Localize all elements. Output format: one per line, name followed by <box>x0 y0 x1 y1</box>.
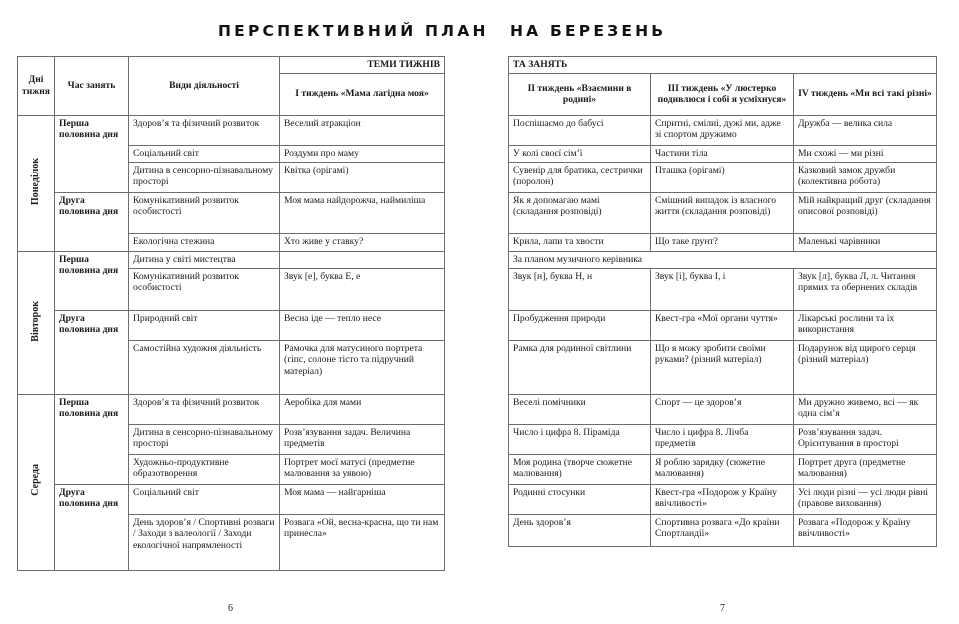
time-first-half: Перша половина дня <box>55 115 129 192</box>
header-week2: ІІ тиждень «Взаємини в родині» <box>509 73 651 115</box>
topic-cell: Весна іде — тепло несе <box>280 310 445 340</box>
topic-cell: Розвага «Подорож у Країну ввічливості» <box>794 514 937 546</box>
table-row <box>18 310 445 340</box>
table-row <box>509 251 937 268</box>
topic-cell: У колі своєї сім’ї <box>509 145 651 162</box>
day-monday: Понеділок <box>18 115 55 251</box>
topic-cell: Подарунок від щирого серця (різний матеріал) <box>794 340 937 394</box>
topic-cell: Портрет друга (предметне малювання) <box>794 454 937 484</box>
table-row <box>509 394 937 424</box>
topic-cell: Число і цифра 8. Піраміда <box>509 424 651 454</box>
header-week1: І тиждень «Мама лагідна моя» <box>280 73 445 115</box>
page-title-left: ПЕРСПЕКТИВНИЙ ПЛАН <box>218 22 489 40</box>
activity-cell: Художньо-продуктивне образотворення <box>129 454 280 484</box>
topic-cell: Число і цифра 8. Лічба предметів <box>651 424 794 454</box>
activity-cell: Комунікативний розвиток особистості <box>129 192 280 233</box>
topic-cell: Рамочка для матусиного портрета (гіпс, солоне тісто та підручний матеріал) <box>280 340 445 394</box>
topic-cell: Частини тіла <box>651 145 794 162</box>
topic-cell: Поспішаємо до бабусі <box>509 115 651 145</box>
table-row <box>509 454 937 484</box>
activity-cell: Соціальний світ <box>129 484 280 514</box>
time-first-half: Перша половина дня <box>55 251 129 310</box>
topic-cell: Спритні, смілиі, дужі ми, адже зі спортом дружимо <box>651 115 794 145</box>
topic-cell: Дружба — велика сила <box>794 115 937 145</box>
page-number-left: 6 <box>228 603 233 614</box>
topic-cell: Аеробіка для мами <box>280 394 445 424</box>
music-plan-cell: За планом музичного керівника <box>509 251 937 268</box>
topic-cell: Моя мама найдорожча, наймиліша <box>280 192 445 233</box>
table-row <box>509 310 937 340</box>
activity-cell: Здоров’я та фізичний розвиток <box>129 115 280 145</box>
topic-cell: Квест-гра «Мої органи чуття» <box>651 310 794 340</box>
topic-cell: Ми дружно живемо, всі — як одна сім’я <box>794 394 937 424</box>
activity-cell: Екологічна стежина <box>129 233 280 251</box>
topic-cell: Веселі помічники <box>509 394 651 424</box>
topic-cell: Смішний випадок із власного життя (складання розповіді) <box>651 192 794 233</box>
header-activity: Види діяльності <box>129 57 280 116</box>
page-title-right: НА БЕРЕЗЕНЬ <box>510 22 667 40</box>
activity-cell: Дитина в сенсорно-пізнавальному просторі <box>129 424 280 454</box>
topic-cell: Розв’язування задач. Величина предметів <box>280 424 445 454</box>
topic-cell: Роздуми про маму <box>280 145 445 162</box>
activity-cell: Комунікативний розвиток особистості <box>129 268 280 310</box>
topic-cell: Квест-гра «Подорож у Країну ввічливості» <box>651 484 794 514</box>
topic-cell: Розв’язування задач. Орієнтування в просторі <box>794 424 937 454</box>
table-row <box>509 145 937 162</box>
header-topics-right: ТА ЗАНЯТЬ <box>509 57 937 74</box>
table-row <box>509 162 937 192</box>
topic-cell: Звук [е], буква Е, е <box>280 268 445 310</box>
table-row <box>18 192 445 233</box>
topic-cell: Рамка для родинної світлини <box>509 340 651 394</box>
topic-cell: Що я можу зробити своїми руками? (різний матеріал) <box>651 340 794 394</box>
activity-cell: Природний світ <box>129 310 280 340</box>
topic-cell: Пробудження природи <box>509 310 651 340</box>
topic-cell: Я роблю зарядку (сюжетне малювання) <box>651 454 794 484</box>
header-topics-left: ТЕМИ ТИЖНІВ <box>280 57 445 74</box>
topic-cell <box>280 251 445 268</box>
topic-cell: Спорт — це здоров’я <box>651 394 794 424</box>
topic-cell: Як я допомагаю мамі (складання розповіді) <box>509 192 651 233</box>
topic-cell: День здоров’я <box>509 514 651 546</box>
plan-table-right <box>508 56 937 547</box>
time-first-half: Перша половина дня <box>55 394 129 484</box>
table-row <box>18 115 445 145</box>
topic-cell: Маленькі чарівники <box>794 233 937 251</box>
topic-cell: Хто живе у ставку? <box>280 233 445 251</box>
table-row <box>18 394 445 424</box>
table-row <box>509 192 937 233</box>
header-days: Дні тижня <box>18 57 55 116</box>
topic-cell: Спортивна розвага «До країни Спортландії» <box>651 514 794 546</box>
header-week3: ІІІ тиждень «У люстерко подивлюся і собі я усміхнуся» <box>651 73 794 115</box>
topic-cell: Портрет моєї матусі (предметне малювання за уявою) <box>280 454 445 484</box>
topic-cell: Моя родина (творче сюжетне малювання) <box>509 454 651 484</box>
topic-cell: Квітка (орігамі) <box>280 162 445 192</box>
table-row <box>509 514 937 546</box>
topic-cell: Родинні стосунки <box>509 484 651 514</box>
activity-cell: Дитина в сенсорно-пізнавальному просторі <box>129 162 280 192</box>
topic-cell: Крила, лапи та хвости <box>509 233 651 251</box>
table-row <box>509 424 937 454</box>
table-row <box>509 115 937 145</box>
time-second-half: Друга половина дня <box>55 310 129 394</box>
topic-cell: Моя мама — найгарніша <box>280 484 445 514</box>
activity-cell: Здоров’я та фізичний розвиток <box>129 394 280 424</box>
header-time: Час занять <box>55 57 129 116</box>
topic-cell: Звук [л], буква Л, л. Читання прямих та обернених складів <box>794 268 937 310</box>
topic-cell: Веселий атракціон <box>280 115 445 145</box>
activity-cell: Соціальний світ <box>129 145 280 162</box>
table-row <box>509 233 937 251</box>
plan-table-left <box>17 56 445 571</box>
header-week4: IV тиждень «Ми всі такі різні» <box>794 73 937 115</box>
topic-cell: Звук [н], буква Н, н <box>509 268 651 310</box>
table-row <box>509 484 937 514</box>
topic-cell: Звук [і], буква І, і <box>651 268 794 310</box>
topic-cell: Що таке ґрунт? <box>651 233 794 251</box>
time-second-half: Друга половина дня <box>55 484 129 570</box>
activity-cell: Дитина у світі мистецтва <box>129 251 280 268</box>
topic-cell: Сувенір для братика, сестрички (поролон) <box>509 162 651 192</box>
activity-cell: Самостійна художня діяльність <box>129 340 280 394</box>
page-number-right: 7 <box>720 603 725 614</box>
table-row <box>509 268 937 310</box>
topic-cell: Усі люди різні — усі люди рівні (правове виховання) <box>794 484 937 514</box>
topic-cell: Мій найкращий друг (складання описової розповіді) <box>794 192 937 233</box>
day-wednesday: Середа <box>18 394 55 570</box>
table-row <box>18 484 445 514</box>
table-row <box>18 251 445 268</box>
topic-cell: Лікарські рослини та їх використання <box>794 310 937 340</box>
topic-cell: Пташка (орігамі) <box>651 162 794 192</box>
table-row <box>509 340 937 394</box>
topic-cell: Ми схожі — ми різні <box>794 145 937 162</box>
day-tuesday: Вівторок <box>18 251 55 394</box>
topic-cell: Розвага «Ой, весна-красна, що ти нам принесла» <box>280 514 445 570</box>
topic-cell: Казковий замок дружби (колективна робота) <box>794 162 937 192</box>
time-second-half: Друга половина дня <box>55 192 129 251</box>
activity-cell: День здоров’я / Спортивні розваги / Заходи з валеології / Заходи екологічної напрямленості <box>129 514 280 570</box>
